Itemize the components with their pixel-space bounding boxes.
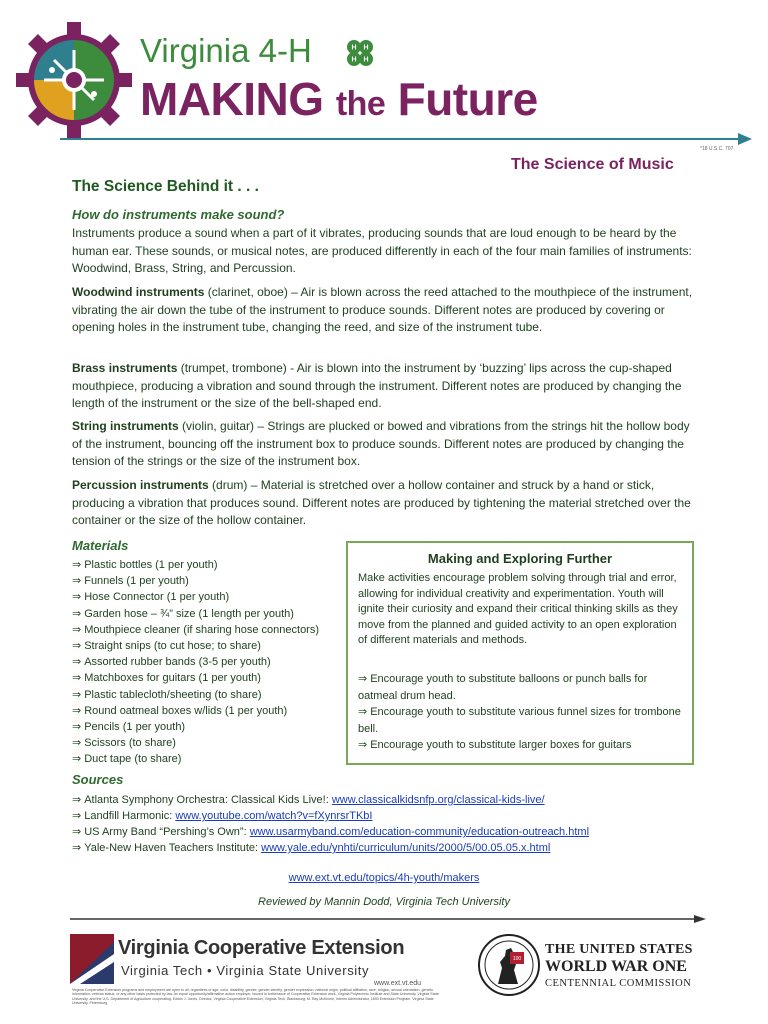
explore-title: Making and Exploring Further xyxy=(427,551,613,566)
source-link[interactable]: www.youtube.com/watch?v=fXynrsrTKbI xyxy=(175,810,373,822)
list-item: ⇒ Atlanta Symphony Orchestra: Classical Kids Live!: www.classicalkidsnfp.org/classical-kids-live/ xyxy=(72,794,545,806)
list-item: ⇒ Round oatmeal boxes w/lids (1 per youth) xyxy=(72,704,288,717)
materials-list xyxy=(72,557,352,767)
explore-further-box xyxy=(346,541,694,765)
arrow-icon: ⇒ xyxy=(72,656,82,669)
explore-text: Make activities encourage problem solving through trial and error, allowing for individual creativity and experimentation. Youth will ignite their curiosity and expand their critical thinking skills as they move from the planned and guided activity to an open exploration of different materials and methods. xyxy=(358,572,678,647)
arrow-icon: ⇒ xyxy=(72,810,82,822)
arrow-icon: ⇒ xyxy=(72,842,82,854)
svg-text:100: 100 xyxy=(512,956,522,962)
arrow-icon: ⇒ xyxy=(358,706,368,718)
arrow-icon: ⇒ xyxy=(72,737,82,750)
explore-list xyxy=(358,671,684,754)
svg-text:H: H xyxy=(363,44,369,52)
materials-heading: Materials xyxy=(72,538,129,553)
list-item: ⇒ Scissors (to share) xyxy=(72,737,176,750)
question-heading: How do instruments make sound? xyxy=(72,207,285,222)
vce-universities: Virginia Tech • Virginia State University xyxy=(121,963,370,978)
arrow-icon: ⇒ xyxy=(72,559,82,571)
source-link[interactable]: www.usarmyband.com/education-community/education-outreach.html xyxy=(249,826,590,838)
arrow-icon: ⇒ xyxy=(358,739,368,751)
brass-paragraph: Brass instruments (trumpet, trombone) - Air is blown into the instrument by ‘buzzing’ lips across the cup-shaped mouthpiece, producing a vibration and sound through the instrument. Different notes are produced by changing the length of the instrument or the size of the bell-shaped end. xyxy=(72,361,682,410)
string-paragraph: String instruments (violin, guitar) – Strings are plucked or bowed and vibrations from the strings hit the hollow body of the instrument, bouncing off the instrument box to produce sounds. Different notes are produced by changing the tension of the strings or the size of the instrument box. xyxy=(72,419,690,468)
vce-url[interactable]: www.ext.vt.edu xyxy=(374,980,422,987)
footer-divider-arrow xyxy=(70,912,710,924)
arrow-icon: ⇒ xyxy=(72,794,82,806)
arrow-icon: ⇒ xyxy=(72,607,82,620)
list-item: ⇒ Plastic bottles (1 per youth) xyxy=(72,559,218,571)
intro-paragraph: Instruments produce a sound when a part of it vibrates, producing sounds that are loud enough to be heard by the human ear. These sounds, or musical notes, are produced differently in each of the four main families of instruments: Woodwind, Brass, String, and Percussion. xyxy=(72,226,692,275)
arrow-icon: ⇒ xyxy=(72,688,82,701)
svg-text:H: H xyxy=(351,44,357,52)
arrow-icon: ⇒ xyxy=(72,720,82,733)
makers-link[interactable]: www.ext.vt.edu/topics/4h-youth/makers xyxy=(288,872,480,884)
makers-link-row xyxy=(0,872,768,884)
arrow-icon: ⇒ xyxy=(72,591,82,604)
list-item: ⇒ Hose Connector (1 per youth) xyxy=(72,591,230,604)
clover-icon xyxy=(343,36,377,70)
header-divider-arrow xyxy=(60,132,760,146)
arrow-icon: ⇒ xyxy=(72,704,82,717)
source-link[interactable]: www.yale.edu/ynhti/curriculum/units/2000/5/00.05.05.x.html xyxy=(261,842,551,854)
reviewed-by: Reviewed by Mannin Dodd, Virginia Tech University xyxy=(258,896,510,908)
arrow-icon: ⇒ xyxy=(72,575,82,588)
woodwind-paragraph: Woodwind instruments (clarinet, oboe) – Air is blown across the reed attached to the mouthpiece of the instrument, vibrating the air down the tube of the instrument to produce sounds. Different notes are produced by covering or opening holes in the instrument tube, changing the reed, and size of the instrument tube. xyxy=(72,285,693,334)
sources-list xyxy=(72,792,712,856)
vce-logo-icon xyxy=(70,934,114,984)
arrow-icon: ⇒ xyxy=(358,673,368,685)
list-item: ⇒ Matchboxes for guitars (1 per youth) xyxy=(72,672,261,685)
list-item: ⇒ Plastic tablecloth/sheeting (to share) xyxy=(72,688,262,701)
maker-gear-logo xyxy=(14,20,134,140)
percussion-paragraph: Percussion instruments (drum) – Material is stretched over a hollow container and struck by a hand or stick, producing a vibration that produces sound. Different notes are produced by tightening the material stretched over the container or the size of the hollow container. xyxy=(72,478,691,527)
list-item: ⇒ Mouthpiece cleaner (if sharing hose connectors) xyxy=(72,623,320,636)
sources-heading: Sources xyxy=(72,772,124,787)
arrow-icon: ⇒ xyxy=(72,623,82,636)
arrow-icon: ⇒ xyxy=(72,826,82,838)
list-item: ⇒ Pencils (1 per youth) xyxy=(72,720,186,733)
ww1-commission-line2: WORLD WAR ONE xyxy=(545,958,687,975)
list-item: ⇒ US Army Band “Pershing’s Own”: www.usarmyband.com/education-community/education-outreach.html xyxy=(72,826,590,838)
list-item: ⇒ Encourage youth to substitute various funnel sizes for trombone bell. xyxy=(358,706,681,735)
title-virginia-4h: Virginia 4-H xyxy=(140,32,312,69)
list-item: ⇒ Yale-New Haven Teachers Institute: www.yale.edu/ynhti/curriculum/units/2000/5/00.05.05.x.html xyxy=(72,842,551,854)
list-item: ⇒ Funnels (1 per youth) xyxy=(72,575,189,588)
arrow-icon: ⇒ xyxy=(72,639,82,652)
title-making-the-future: MAKING the Future xyxy=(140,73,538,125)
section-heading: The Science Behind it . . . xyxy=(72,178,259,195)
list-item: ⇒ Encourage youth to substitute larger boxes for guitars xyxy=(358,739,632,751)
list-item: ⇒ Assorted rubber bands (3-5 per youth) xyxy=(72,656,271,669)
list-item: ⇒ Encourage youth to substitute balloons or punch balls for oatmeal drum head. xyxy=(358,673,648,702)
page-subtitle: The Science of Music xyxy=(511,156,674,173)
list-item: ⇒ Straight snips (to cut hose; to share) xyxy=(72,639,261,652)
svg-text:H: H xyxy=(351,56,357,64)
vce-name: Virginia Cooperative Extension xyxy=(118,937,405,959)
arrow-icon: ⇒ xyxy=(72,672,82,685)
list-item: ⇒ Garden hose – ¾” size (1 length per youth) xyxy=(72,607,294,620)
nondiscrimination-fine-print: Virginia Cooperative Extension programs and employment are open to all, regardless of age, color, disability, gender, gender identity, gender expression, national origin, political affiliation, race, religion, sexual orientation, genetic information, veteran status, or any other basis protected by law. An equal opportunity/affirmative action employer. Issued in furtherance of Cooperative Extension work, Virginia Polytechnic Institute and State University, Virginia State University, and the U.S. Department of Agriculture cooperating. Edwin J. Jones, Director, Virginia Cooperative Extension, Virginia Tech, Blacksburg; M. Ray McKinnie, Interim Administrator, 1890 Extension Program, Virginia State University, Petersburg. xyxy=(72,988,439,1005)
source-link[interactable]: www.classicalkidsnfp.org/classical-kids-live/ xyxy=(331,794,545,806)
svg-text:H: H xyxy=(363,56,369,64)
usc-note: *18 U.S.C. 707 xyxy=(700,146,734,152)
list-item: ⇒ Duct tape (to share) xyxy=(72,753,182,766)
list-item: ⇒ Landfill Harmonic: www.youtube.com/watch?v=fXynrsrTKbI xyxy=(72,810,373,822)
ww1-commission-line3: CENTENNIAL COMMISSION xyxy=(545,978,692,989)
arrow-icon: ⇒ xyxy=(72,753,82,766)
ww1-seal-icon xyxy=(478,934,540,996)
ww1-commission-line1: THE UNITED STATES xyxy=(545,942,693,957)
